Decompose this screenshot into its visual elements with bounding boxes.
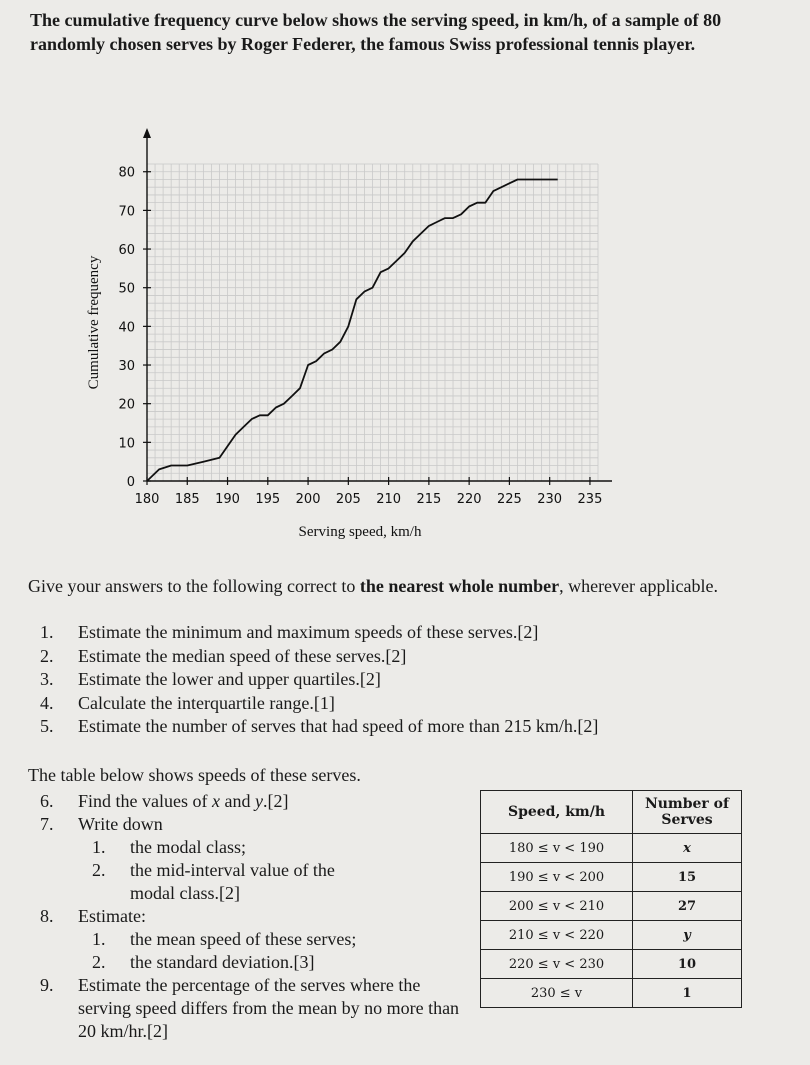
table-row (481, 892, 742, 921)
x-tick-label: 220 (456, 492, 482, 507)
sub-question (92, 951, 470, 974)
y-tick-label: 60 (118, 243, 135, 259)
question-text: Estimate the lower and upper quartiles.[2] (78, 669, 381, 689)
series-line (147, 180, 558, 482)
header-count-line1: Number of (644, 796, 730, 812)
sub-question-text: the mean speed of these serves; (130, 929, 357, 949)
y-tick-label: 20 (118, 397, 135, 413)
table-row (481, 863, 742, 892)
sub-question-number: 2. (92, 952, 106, 972)
y-axis-title: Cumulative frequency (86, 255, 102, 390)
instructions (28, 575, 778, 597)
y-axis-arrow (143, 128, 151, 138)
sub-question-text: the standard deviation.[3] (130, 952, 315, 972)
question-text: Estimate: (78, 906, 146, 926)
y-tick-label: 0 (126, 475, 135, 490)
speed-frequency-table (480, 790, 742, 1008)
chart-grid (147, 164, 598, 481)
q6-text-a: Find the values of (78, 791, 212, 811)
q6-text-b: and (219, 791, 255, 811)
question-text: Estimate the minimum and maximum speeds of these serves.[2] (78, 622, 539, 642)
y-tick-label: 70 (118, 204, 135, 220)
y-tick-label: 50 (118, 281, 135, 297)
question-text: Calculate the interquartile range.[1] (78, 692, 335, 713)
sub-question-text: the modal class; (130, 837, 246, 857)
x-tick-label: 195 (255, 492, 281, 507)
instructions-prefix: Give your answers to the following correct to (28, 576, 360, 596)
question-item (40, 645, 598, 669)
count-cell: 10 (633, 950, 742, 979)
question-9 (40, 974, 470, 1043)
question-8 (40, 905, 470, 928)
question-text: Write down (78, 814, 163, 834)
q6-text-c: .[2] (262, 791, 289, 811)
chart-ticks (118, 166, 602, 507)
sub-question (92, 928, 470, 951)
question-text: Estimate the median speed of these serves.[2] (78, 645, 407, 666)
y-tick-label: 80 (118, 165, 135, 181)
header-number-of-serves (633, 791, 742, 834)
question-number: 5. (40, 716, 54, 736)
x-axis-title: Serving speed, km/h (298, 524, 422, 540)
question-text: Estimate the number of serves that had speed of more than 215 km/h.[2] (78, 716, 599, 736)
question-8-subs (40, 928, 470, 974)
table-intro: The table below shows speeds of these serves. (28, 765, 361, 785)
sub-question (92, 859, 470, 905)
x-tick-label: 215 (416, 492, 442, 507)
question-number: 6. (40, 791, 54, 811)
x-tick-label: 235 (577, 492, 603, 507)
question-number: 1. (40, 622, 54, 642)
x-tick-label: 230 (537, 492, 563, 507)
question-list-part1 (40, 621, 598, 739)
sub-question-text: the mid-interval value of the modal class.[2] (130, 860, 335, 903)
question-item (40, 621, 598, 645)
count-cell: 27 (633, 892, 742, 921)
x-tick-label: 180 (134, 492, 160, 507)
table-row (481, 950, 742, 979)
q6-var-y: y (254, 791, 263, 811)
x-tick-label: 225 (496, 492, 522, 507)
x-tick-label: 210 (376, 492, 402, 507)
question-text (78, 790, 288, 813)
question-7-subs (40, 836, 470, 905)
sub-question-number: 1. (92, 837, 106, 857)
question-list-part2 (40, 790, 470, 1043)
header-count-line2: Serves (661, 812, 713, 828)
question-item (40, 715, 598, 739)
question-number: 4. (40, 692, 54, 713)
x-tick-label: 205 (335, 492, 361, 507)
intro-paragraph: The cumulative frequency curve below shows the serving speed, in km/h, of a sample of 80 randomly chosen serves by Roger Federer, the famous Swiss professional tennis player. (30, 10, 722, 54)
y-tick-label: 10 (118, 436, 135, 452)
header-speed: Speed, km/h (481, 791, 633, 834)
y-tick-label: 40 (118, 320, 135, 336)
sub-question-number: 2. (92, 860, 106, 880)
count-cell: 1 (633, 979, 742, 1008)
table-row (481, 921, 742, 950)
x-tick-label: 190 (215, 492, 240, 507)
question-item (40, 668, 598, 692)
question-number: 2. (40, 645, 54, 666)
table-row (481, 979, 742, 1008)
interval-cell: 230 ≤ v (481, 979, 633, 1008)
chart-curve (147, 180, 558, 482)
instructions-suffix: , wherever applicable. (559, 576, 718, 596)
interval-cell: 220 ≤ v < 230 (481, 950, 633, 979)
interval-cell: 210 ≤ v < 220 (481, 921, 633, 950)
y-tick-label: 30 (118, 359, 135, 375)
sub-question-number: 1. (92, 929, 106, 949)
question-6 (40, 790, 470, 813)
interval-cell: 180 ≤ v < 190 (481, 834, 633, 863)
q6-var-x: x (211, 791, 220, 811)
question-number: 8. (40, 906, 54, 926)
question-number: 3. (40, 669, 54, 689)
sub-question (92, 836, 470, 859)
count-cell: y (633, 921, 742, 950)
question-number: 7. (40, 814, 54, 834)
x-tick-label: 200 (295, 492, 321, 507)
cumulative-frequency-chart (0, 120, 640, 550)
interval-cell: 200 ≤ v < 210 (481, 892, 633, 921)
table-row (481, 834, 742, 863)
instructions-bold: the nearest whole number (359, 576, 560, 596)
question-text: Estimate the percentage of the serves where the serving speed differs from the mean by no more than 20 km/hr.[2] (78, 975, 460, 1041)
count-cell: 15 (633, 863, 742, 892)
interval-cell: 190 ≤ v < 200 (481, 863, 633, 892)
question-7 (40, 813, 470, 836)
question-item (40, 692, 598, 716)
x-tick-label: 185 (174, 492, 200, 507)
question-number: 9. (40, 975, 54, 995)
table-header-row (481, 791, 742, 834)
count-cell: x (633, 834, 742, 863)
